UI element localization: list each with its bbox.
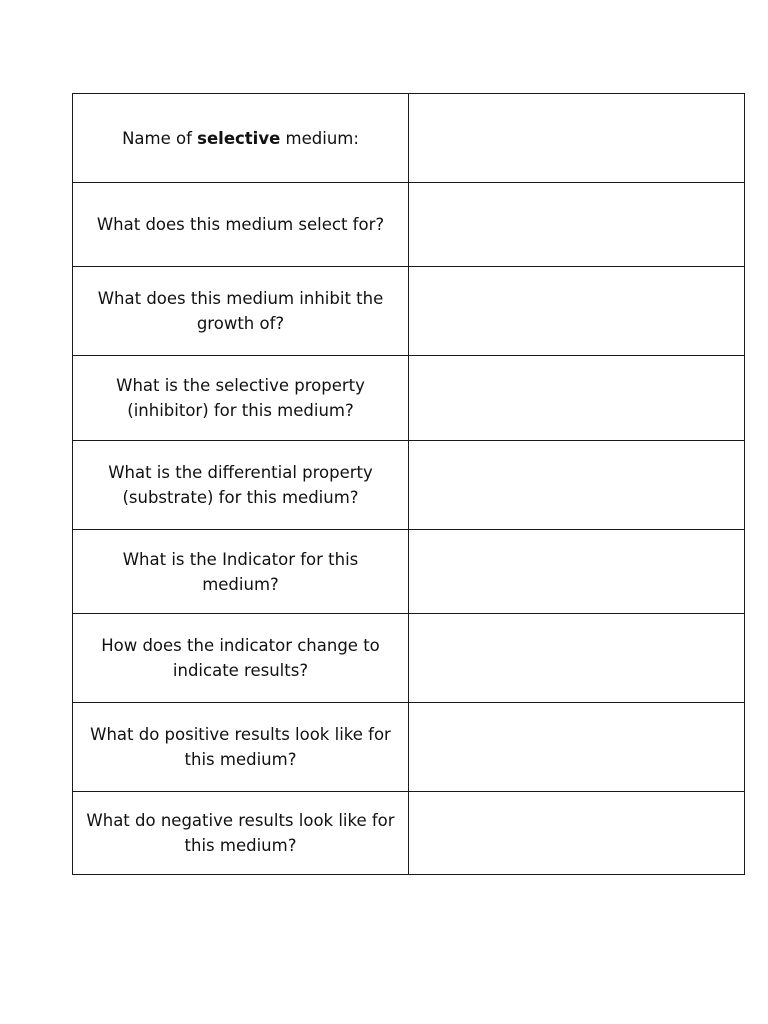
table-row [73, 356, 745, 441]
question-cell: What is the Indicator for this medium? [73, 530, 409, 614]
answer-cell[interactable] [409, 441, 745, 530]
question-suffix: medium: [280, 128, 359, 148]
question-cell: How does the indicator change to indicate results? [73, 614, 409, 703]
question-cell: What does this medium inhibit the growth of? [73, 267, 409, 356]
question-cell: What is the differential property (substrate) for this medium? [73, 441, 409, 530]
answer-cell[interactable] [409, 356, 745, 441]
table-row [73, 94, 745, 183]
worksheet-table [72, 93, 745, 875]
question-cell: What do positive results look like for this medium? [73, 703, 409, 792]
question-cell [73, 94, 409, 183]
answer-cell[interactable] [409, 183, 745, 267]
table-row [73, 441, 745, 530]
table-row [73, 614, 745, 703]
question-cell: What does this medium select for? [73, 183, 409, 267]
answer-cell[interactable] [409, 530, 745, 614]
answer-cell[interactable] [409, 614, 745, 703]
answer-cell[interactable] [409, 94, 745, 183]
question-cell: What is the selective property (inhibitor) for this medium? [73, 356, 409, 441]
question-prefix: Name of [122, 128, 198, 148]
question-emphasis: selective [197, 128, 281, 148]
question-cell: What do negative results look like for this medium? [73, 792, 409, 875]
table-row [73, 703, 745, 792]
answer-cell[interactable] [409, 703, 745, 792]
table-row [73, 530, 745, 614]
answer-cell[interactable] [409, 267, 745, 356]
answer-cell[interactable] [409, 792, 745, 875]
table-row [73, 183, 745, 267]
table-row [73, 792, 745, 875]
table-row [73, 267, 745, 356]
